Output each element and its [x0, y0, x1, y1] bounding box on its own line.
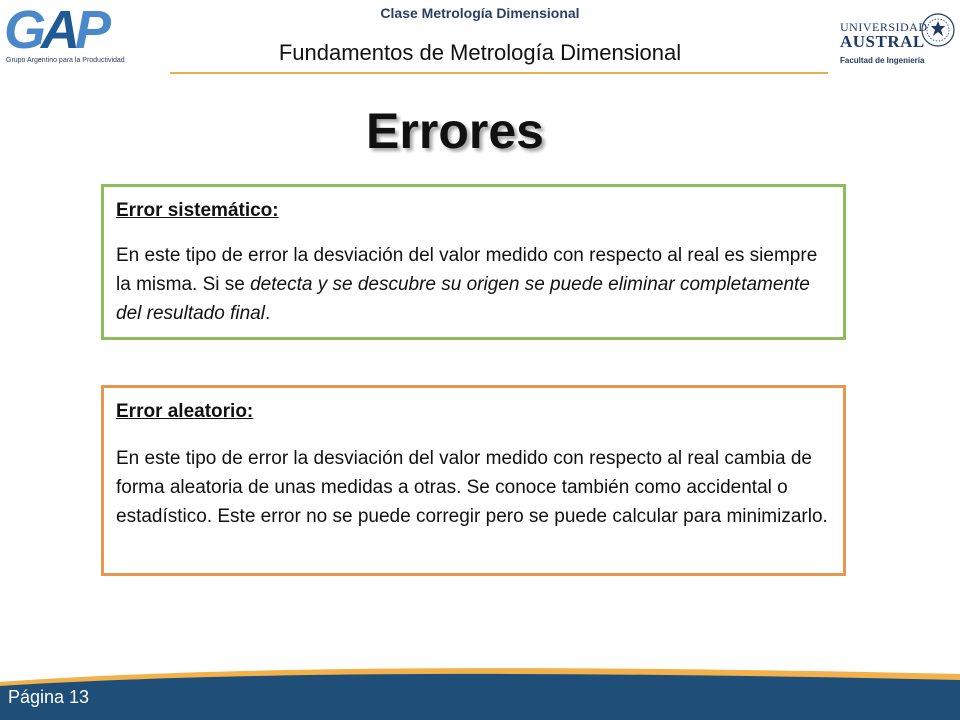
gap-letter-a: A	[41, 0, 76, 60]
systematic-error-text-italic: detecta y se descubre su origen se puede eliminar completamente del resultado final	[116, 274, 810, 324]
faculty-name: Facultad de Ingeniería	[840, 56, 925, 65]
footer-wave	[0, 660, 960, 720]
random-error-text: En este tipo de error la desviación del valor medido con respecto al real cambia de forma aleatoria de unas medidas a otras. Se conoce también como accidental o estadístico. Este error no se puede corregir pero se puede calcular para minimizarlo.	[116, 448, 828, 527]
gap-letter-g: G	[4, 0, 42, 60]
university-seal-icon	[920, 12, 956, 52]
university-name-line1: UNIVERSIDAD	[840, 20, 928, 34]
random-error-heading: Error aleatorio:	[116, 401, 254, 422]
systematic-error-text	[116, 241, 831, 328]
course-title: Clase Metrología Dimensional	[380, 5, 580, 21]
page-title: Errores	[366, 103, 544, 159]
random-error-box	[101, 385, 846, 576]
university-name-line2: AUSTRAL	[840, 32, 925, 51]
gap-letter-p: P	[75, 0, 107, 60]
systematic-error-text-end: .	[264, 303, 271, 324]
systematic-error-heading: Error sistemático:	[116, 200, 279, 221]
systematic-error-text-plain: En este tipo de error la desviación del valor medido con respecto al real es siempre la misma. Si se	[116, 245, 818, 295]
slide-subtitle: Fundamentos de Metrología Dimensional	[278, 40, 682, 65]
systematic-error-box	[101, 184, 846, 340]
header-divider	[170, 72, 828, 74]
university-logo	[840, 12, 956, 70]
page-number: Página 13	[8, 687, 90, 707]
gap-logo	[4, 2, 124, 68]
footer-band	[0, 660, 960, 720]
gap-tagline: Grupo Argentino para la Productividad	[6, 57, 125, 64]
gap-logo-letters	[4, 2, 106, 58]
